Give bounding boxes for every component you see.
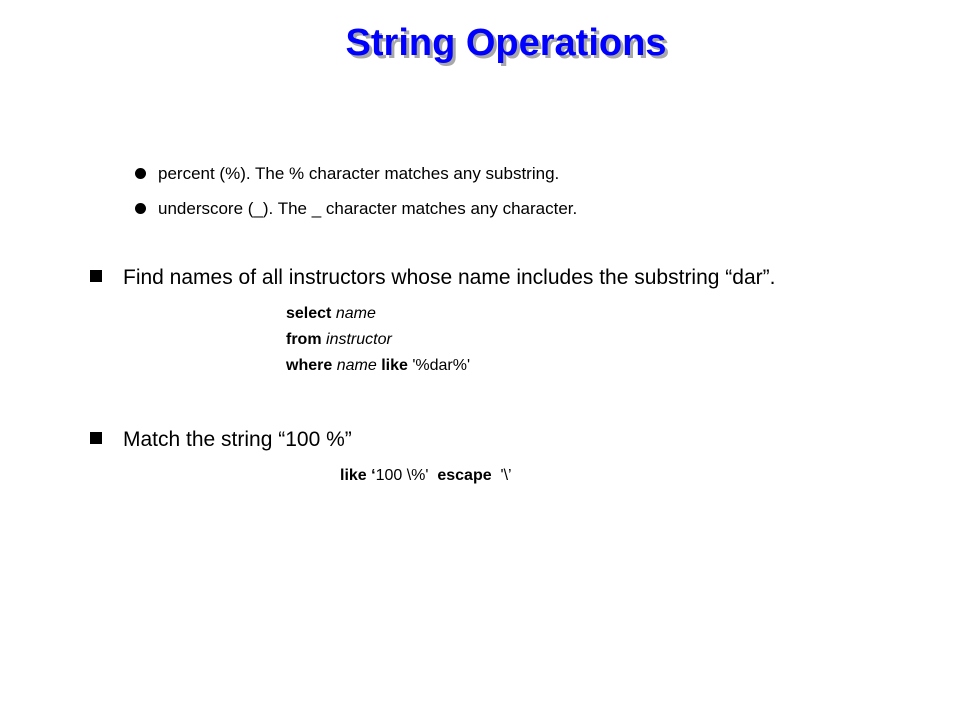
- bullet-text: Find names of all instructors whose name includes the substring “dar”.: [123, 266, 776, 289]
- attribute-name: name: [336, 357, 377, 374]
- keyword-from: from: [286, 331, 322, 348]
- keyword-where: where: [286, 357, 333, 374]
- square-bullet-icon: [90, 432, 102, 444]
- keyword-like: like: [381, 357, 408, 374]
- pattern-100-percent: 100 \%': [375, 467, 429, 484]
- open-quote: ‘: [371, 467, 376, 484]
- sub-bullet-text: underscore (_). The _ character matches any character.: [158, 199, 578, 218]
- bullet-find-names: [90, 266, 775, 290]
- keyword-like: like: [340, 467, 367, 484]
- round-bullet-icon: [135, 168, 146, 179]
- square-bullet-icon: [90, 270, 102, 282]
- query2-line: [340, 467, 512, 485]
- query1-line2: [286, 331, 392, 349]
- relation-instructor: instructor: [326, 331, 392, 348]
- keyword-select: select: [286, 305, 332, 322]
- keyword-escape: escape: [437, 467, 492, 484]
- sub-bullet-underscore: [135, 199, 577, 219]
- attribute-name: name: [335, 305, 376, 322]
- escape-character: '\’: [500, 467, 512, 484]
- query1-line1: [286, 305, 376, 323]
- bullet-text: Match the string “100 %”: [123, 428, 352, 451]
- pattern-dar: '%dar%': [412, 357, 471, 374]
- slide-title: String Operations: [345, 22, 667, 64]
- bullet-match-string: [90, 428, 352, 452]
- sub-bullet-percent: [135, 164, 559, 184]
- sub-bullet-text: percent (%). The % character matches any substring.: [158, 164, 560, 183]
- round-bullet-icon: [135, 203, 146, 214]
- query1-line3: [286, 357, 470, 375]
